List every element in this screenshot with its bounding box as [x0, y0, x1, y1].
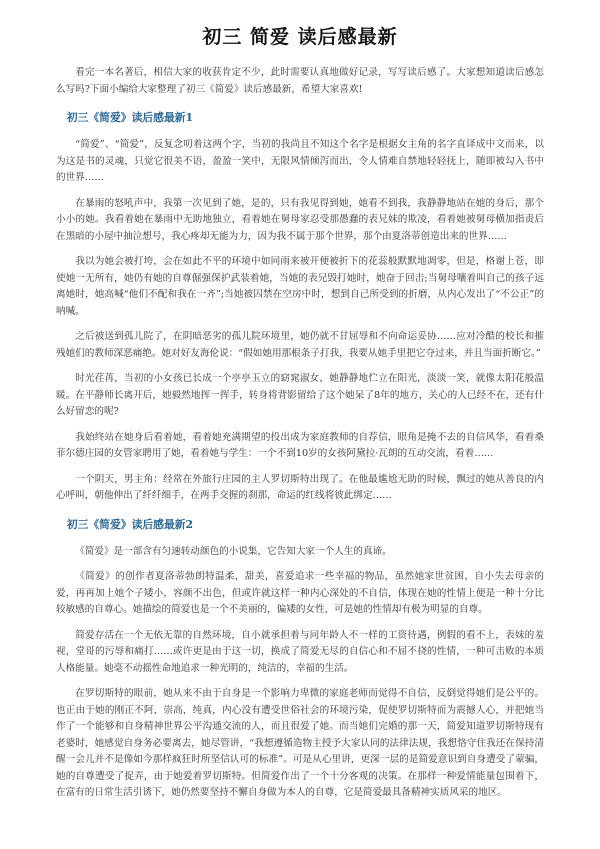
section-2-paragraph-2: 《简爱》的创作者夏洛蒂勃朗特温柔，甜美，喜爱追求一些幸福的物品，虽然她家世贫困，自小失去母亲的爱，再再加上她个子矮小，容颜不出色，但或许就这样一种内心深处的不自信，体现在她的性情上便是一种十分比较敏感的自尊心。她描绘的简爱也是一个不美丽的，偏矮的女性，可是她的性情却有极为明显的自尊。: [56, 571, 544, 615]
section-2-paragraph-1: 《简爱》是一部含有匀速转动颜色的小说集，它告知大家一个人生的真谛。: [75, 545, 392, 557]
section-1-paragraph-6: 我始终站在她身后看着她，看着她充满期望的投出成为家庭教师的自荐信，眼角是掩不去的自信风华，看着桑菲尔德庄园的女管家聘用了她，看着她与学生：一个不到10岁的女孩阿黛拉·瓦朗的互动交流，看着……: [56, 431, 544, 459]
intro-paragraph: 看完一本名著后，相信大家的收获肯定不少，此时需要认真地做好记录，写写读后感了。大家想知道读后感怎么写吗?下面小编给大家整理了初三《简爱》读后感最新，希望大家喜欢!: [56, 67, 544, 95]
section-1-paragraph-4: 之后被送到孤儿院了，在阴暗恶劣的孤儿院环境里，她仍就不甘屈辱和不向命运妥协……应对冷酷的校长和摧残她们的教师深恶痛绝。她对好友海伦说：“假如她用那根条子打我，我要从她手里把它夺过来，并且当面折断它。”: [56, 331, 544, 359]
section-1-paragraph-3: 我以为她会被打垮，会在如此不平的环境中如同雨来被开便被折下的花蕊般默默地凋零，但是，格谢上苍，即使她一无所有，她仍有她的自尊倔强保护武装着她，当她的表兄毁打她时，她奋于回击;当舅母嚷着叫自己的孩子远离她时，她高喊“他们不配和我在一齐”;当她被囚禁在空房中时，想到自己所受到的折磨，从内心发出了“不公正”的呐喊。: [56, 256, 544, 317]
section-2-paragraph-4: 在罗切斯特的眼前，她从来不由于自身是一个影响力卑微的家庭老师而觉得不自信，反倒觉得她们是公平的。也正由于她的刚正不阿，崇高，纯真，内心没有遭受世俗社会的环境污染，促使罗切斯特而为震撼人心，并把她当作了一个能够和自身精神世界公平沟通交流的人，而且很爱了她。而当她们完婚的那一天，简爱知道罗切斯特现有老婆时，她感觉自身务必要离去，她尽管讲，“我想遵循造物主授予大家认同的法律法规，我想恪守住我还在保持清醒一会儿并不是像如今那样疯狂时所坚信认可的标准”。可是从心里讲，更深一层的是简爱意识到自身遭受了蒙骗，她的自尊遭受了捉弄，由于她爱着罗切斯特。但简爱作出了一个十分客观的决策。在那样一种爱情能量包围着下，在富有的日常生活引诱下，她仍然要坚持不懈自身做为本人的自尊，它是简爱最具备精神实质风采的地区。: [56, 688, 544, 798]
section-2-paragraph-3: 简爱存活在一个无依无靠的自然环境，自小就承担着与同年龄人不一样的工资待遇，例假的看不上，表妹的羞视，堂哥的污辱和痛打……或许更是由于这一切，换成了简爱无尽的自信心和不屈不挠的性情，一种可击败的本质人格能量。她毫不动摇性命地追求一种光明的，纯洁的，幸福的生活。: [56, 629, 544, 674]
section-heading-1: 初三《简爱》读后感最新1: [66, 111, 194, 124]
section-heading-2: 初三《简爱》读后感最新2: [66, 517, 194, 531]
section-1-paragraph-5: 时光荏苒，当初的小女孩已长成一个亭亭玉立的窈窕淑女，她静静地伫立在阳光，淡淡一笑，就像太阳花般温暖。在平静师长离开后，她毅然地挥一挥手，转身将背影留给了这个她呆了8年的地方，关心的人已经不在，还有什么好留恋的呢?: [56, 373, 544, 417]
section-1-paragraph-1: “简爱”、“简爱”，反复念叨着这两个字，当初的我尚且不知这个名字是根据女主角的名字直译成中文而来，以为这是书的灵魂，只觉它很美不语，盈盈一笑中，无限风情倾泻而出，令人情难自禁地轻轻抚上，随即被勾入书中的世界……: [56, 139, 544, 183]
page-title: 初三 简爱 读后感最新: [202, 26, 398, 48]
section-1-paragraph-2: 在暴雨的怒吼声中，我第一次见到了她，是的，只有我见得到她，她看不到我，我静静地站在她的身后，那个小小的她。我看着她在暴雨中无助地独立，看着她在舅母家忍受那愚蠢的表兄妹的欺凌，看着她被舅母横加指责后在黑暗的小屋中抽泣想号，我心疼却无能为力，因为我不属于那个世界，那个由夏洛蒂创造出来的世界……: [56, 197, 544, 242]
section-1-paragraph-7: 一个阴天，男主角：经常在外旅行庄园的主人罗切斯特出现了。在他最尴尬无助的时候，飘过的她从善良的内心呼叫，朝他伸出了纤纤细手，在两手交握的刹那，命运的红线将彼此绑定……: [56, 473, 544, 501]
